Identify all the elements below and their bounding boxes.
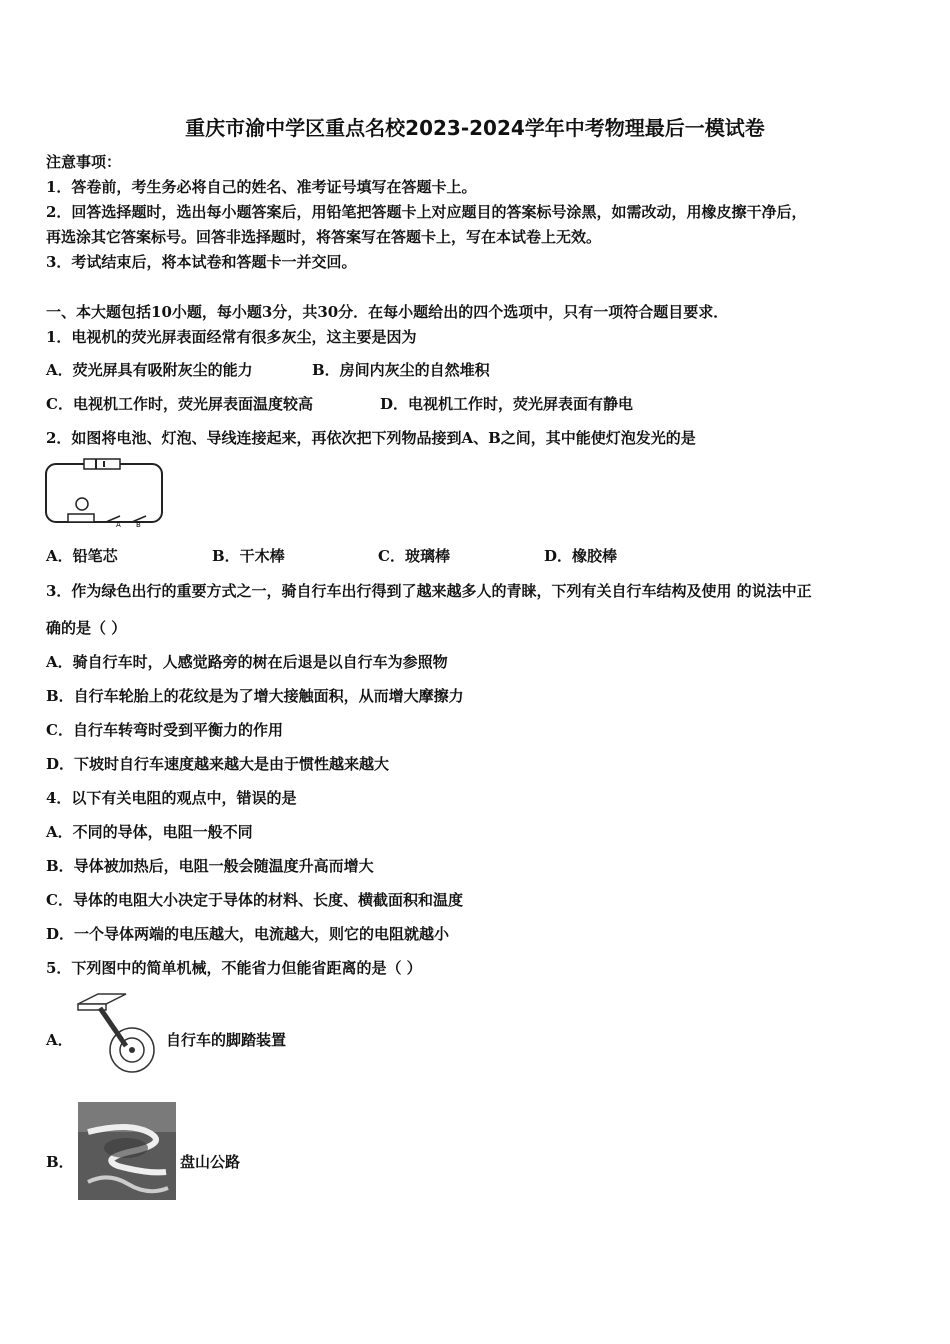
mountain-road-image [78, 1102, 176, 1200]
q5-option-b-caption: 盘山公路 [180, 1153, 241, 1171]
notice-item: 2．回答选择题时，选出每小题答案后，用铅笔把答题卡上对应题目的答案标号涂黑，如需改动，用橡皮擦干净后， [46, 203, 807, 221]
q3-option-a: A．骑自行车时，人感觉路旁的树在后退是以自行车为参照物 [46, 653, 448, 671]
q4-option-d: D．一个导体两端的电压越大，电流越大，则它的电阻就越小 [46, 925, 450, 943]
terminal-a-label: A [116, 521, 121, 528]
question-3-stem: 3．作为绿色出行的重要方式之一，骑自行车出行得到了越来越多人的青睐，下列有关自行车结构及使用 的说法中正 [46, 582, 812, 600]
q4-option-b: B．导体被加热后，电阻一般会随温度升高而增大 [46, 857, 374, 875]
question-2-stem: 2．如图将电池、灯泡、导线连接起来，再依次把下列物品接到A、B之间，其中能使灯泡发光的是 [46, 429, 696, 447]
notice-heading: 注意事项： [46, 153, 122, 171]
q1-option-d: D．电视机工作时，荧光屏表面有静电 [380, 395, 634, 413]
circuit-wire [46, 464, 162, 522]
terminal-b-label: B [136, 521, 141, 528]
q1-option-c: C．电视机工作时，荧光屏表面温度较高 [46, 395, 313, 413]
q4-option-a: A．不同的导体，电阻一般不同 [46, 823, 253, 841]
page-title: 重庆市渝中学区重点名校2023-2024学年中考物理最后一模试卷 [185, 116, 765, 140]
q2-option-b: B．干木棒 [212, 547, 285, 565]
q3-option-b: B．自行车轮胎上的花纹是为了增大接触面积，从而增大摩擦力 [46, 687, 464, 705]
q4-option-c: C．导体的电阻大小决定于导体的材料、长度、横截面积和温度 [46, 891, 463, 909]
question-3-stem-cont: 确的是（ ） [46, 619, 127, 637]
question-4-stem: 4．以下有关电阻的观点中，错误的是 [46, 789, 297, 807]
q2-option-c: C．玻璃棒 [378, 547, 450, 565]
question-1-stem: 1．电视机的荧光屏表面经常有很多灰尘，这主要是因为 [46, 328, 417, 346]
q2-option-d: D．橡胶棒 [544, 547, 618, 565]
bicycle-pedal-image [76, 990, 162, 1076]
notice-item: 3．考试结束后，将本试卷和答题卡一并交回。 [46, 253, 357, 271]
q5-option-a-caption: 自行车的脚踏装置 [166, 1031, 287, 1049]
battery-icon [84, 459, 120, 469]
q3-option-c: C．自行车转弯时受到平衡力的作用 [46, 721, 283, 739]
notice-item: 再选涂其它答案标号。回答非选择题时，将答案写在答题卡上，写在本试卷上无效。 [46, 228, 602, 246]
q5-option-b-label: B． [46, 1153, 74, 1171]
question-5-stem: 5．下列图中的简单机械，不能省力但能省距离的是（ ） [46, 959, 422, 977]
q2-option-a: A．铅笔芯 [46, 547, 118, 565]
circuit-diagram-image [44, 458, 164, 528]
bulb-icon [76, 498, 88, 510]
notice-item: 1．答卷前，考生务必将自己的姓名、准考证号填写在答题卡上。 [46, 178, 477, 196]
q1-option-a: A．荧光屏具有吸附灰尘的能力 [46, 361, 253, 379]
q3-option-d: D．下坡时自行车速度越来越大是由于惯性越来越大 [46, 755, 390, 773]
q1-option-b: B．房间内灰尘的自然堆积 [312, 361, 490, 379]
section-heading: 一、本大题包括10小题，每小题3分，共30分．在每小题给出的四个选项中，只有一项符合题目要求． [46, 303, 729, 321]
q5-option-a-label: A． [46, 1031, 73, 1049]
